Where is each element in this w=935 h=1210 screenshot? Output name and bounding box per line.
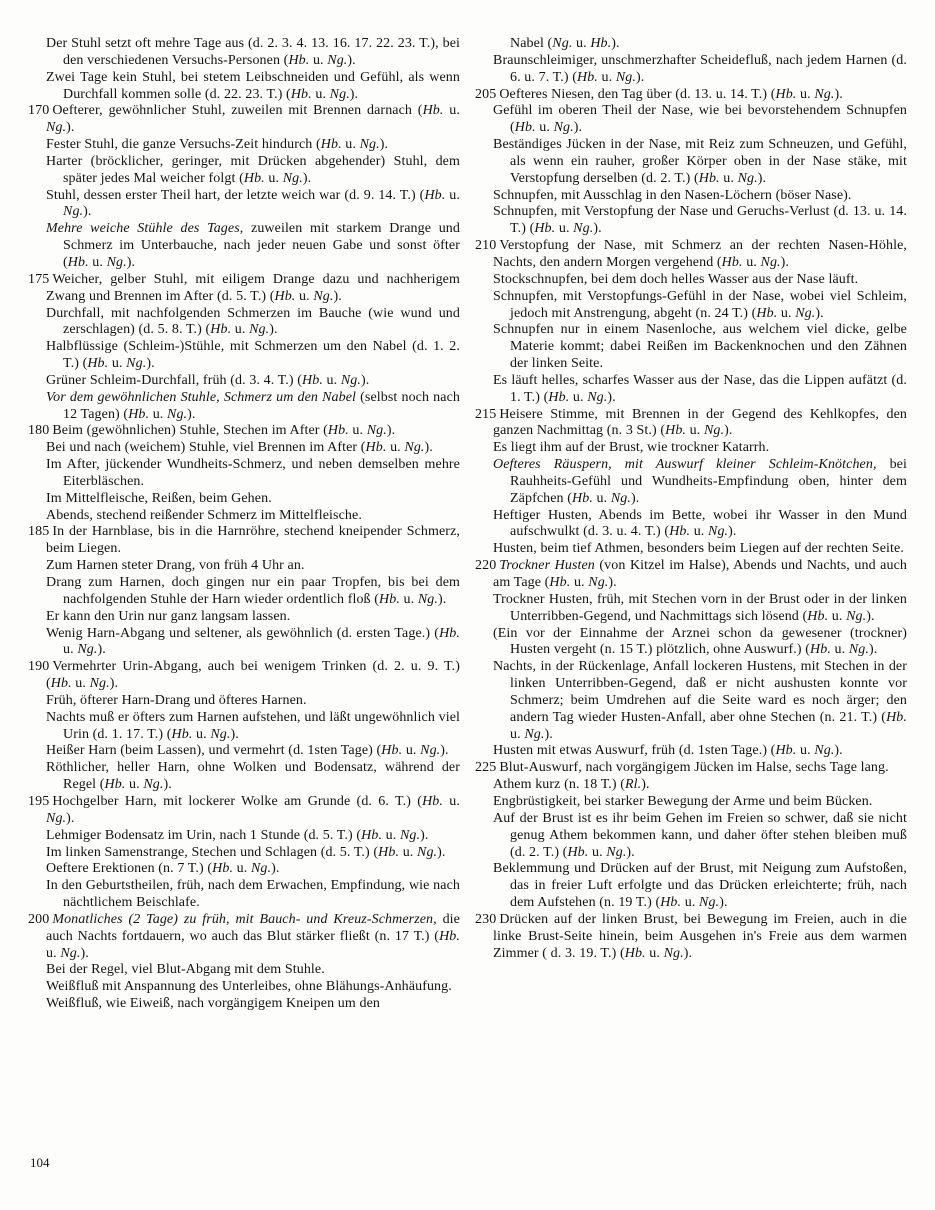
symptom-entry: Bei und nach (weichem) Stuhle, viel Brennen im After (Hb. u. Ng.). — [46, 440, 433, 456]
symptom-entry: Stockschnupfen, bei dem doch helles Wasser aus der Nase läuft. — [493, 271, 859, 287]
entry-number: 180 — [28, 423, 50, 439]
symptom-entry: Im linken Samenstrange, Stechen und Schlagen (d. 5. T.) (Hb. u. Ng.). — [46, 844, 446, 860]
symptom-entry: Durchfall, mit nachfolgenden Schmerzen im Bauche (wie wund und zerschlagen) (d. 5. 8. T.) (Hb. u. Ng.). — [46, 305, 460, 338]
symptom-entry: Athem kurz (n. 18 T.) (Rl.). — [493, 777, 650, 793]
symptom-entry: Nabel (Ng. u. Hb.). — [510, 36, 620, 51]
entry-number: 225 — [475, 760, 497, 776]
symptom-entry: Nachts muß er öfters zum Harnen aufstehen, und läßt ungewöhnlich viel Urin (d. 1. 17. T.) (Hb. u. Ng.). — [46, 709, 460, 742]
entry-number: 230 — [475, 911, 497, 927]
entry-number: 190 — [28, 659, 50, 675]
symptom-entry: 230 Drücken auf der linken Brust, bei Bewegung im Freien, auch in die linke Brust-Seite hinein, beim Ausgehen in's Freie aus dem warmen Zimmer ( d. 3. 19. T.) (Hb. u. Ng.). — [475, 911, 907, 961]
symptom-entry: Früh, öfterer Harn-Drang und öfteres Harnen. — [46, 692, 307, 708]
symptom-entry: Trockner Husten, früh, mit Stechen vorn in der Brust oder in der linken Unterribben-Gegend, und Nachmittags sich lösend (Hb. u. Ng.). — [493, 591, 907, 624]
symptom-entry: Es liegt ihm auf der Brust, wie trockner Katarrh. — [493, 440, 770, 456]
symptom-entry: Bei der Regel, viel Blut-Abgang mit dem Stuhle. — [46, 962, 325, 978]
symptom-entry: 210 Verstopfung der Nase, mit Schmerz an der rechten Nasen-Höhle, Nachts, den andern Morgen vergehend (Hb. u. Ng.). — [475, 238, 907, 270]
symptom-entry: 200 Monatliches (2 Tage) zu früh, mit Bauch- und Kreuz-Schmerzen, die auch Nachts fortdauern, wo auch das Blut stärker fließt (n. 17 T.) (Hb. u. Ng.). — [28, 911, 460, 961]
symptom-entry: Engbrüstigkeit, bei starker Bewegung der Arme und beim Bücken. — [493, 793, 873, 809]
symptom-entry: Harter (bröcklicher, geringer, mit Drücken abgehender) Stuhl, dem später jedes Mal weicher folgt (Hb. u. Ng.). — [46, 153, 460, 186]
symptom-entry: Gefühl im oberen Theil der Nase, wie bei bevorstehendem Schnupfen (Hb. u. Ng.). — [493, 103, 907, 136]
symptom-entry: Oeftere Erektionen (n. 7 T.) (Hb. u. Ng.). — [46, 861, 280, 877]
symptom-entry: Heftiger Husten, Abends im Bette, wobei ihr Wasser in den Mund aufschwulkt (d. 3. u. 4. T.) (Hb. u. Ng.). — [493, 507, 907, 540]
symptom-entry: Der Stuhl setzt oft mehre Tage aus (d. 2. 3. 4. 13. 16. 17. 22. 23. T.), bei den verschiedenen Versuchs-Personen (Hb. u. Ng.). — [46, 36, 460, 68]
symptom-entry: Beständiges Jücken in der Nase, mit Reiz zum Schneuzen, und Gefühl, als wenn ein rauher, großer Körper oben in der Nase stäke, mit Verstopfung derselben (d. 2. T.) (Hb. u. Ng.). — [493, 137, 907, 186]
symptom-entry: 205 Oefteres Niesen, den Tag über (d. 13. u. 14. T.) (Hb. u. Ng.). — [475, 86, 843, 102]
symptom-entry: Weißfluß mit Anspannung des Unterleibes, ohne Blähungs-Anhäufung. — [46, 979, 452, 995]
symptom-entry: Halbflüssige (Schleim-)Stühle, mit Schmerzen um den Nabel (d. 1. 2. T.) (Hb. u. Ng.). — [46, 339, 460, 372]
right-column — [475, 36, 907, 1013]
symptom-entry: Braunschleimiger, unschmerzhafter Scheidefluß, nach jedem Harnen (d. 6. u. 7. T.) (Hb. u. Ng.). — [493, 52, 907, 85]
symptom-entry: 190 Vermehrter Urin-Abgang, auch bei wenigem Trinken (d. 2. u. 9. T.) (Hb. u. Ng.). — [28, 659, 460, 692]
symptom-entry: Mehre weiche Stühle des Tages, zuweilen mit starkem Drange und Schmerz im Unterbauche, nach jeder neuen Gabe und sonst öfter (Hb. u. Ng.). — [46, 221, 460, 270]
entry-number: 175 — [28, 271, 50, 287]
symptom-entry: Oefteres Räuspern, mit Auswurf kleiner Schleim-Knötchen, bei Rauhheits-Gefühl und Wundheits-Empfindung oben, hinter dem Zäpfchen (Hb. u. Ng.). — [493, 457, 907, 506]
symptom-entry: 170 Oefterer, gewöhnlicher Stuhl, zuweilen mit Brennen darnach (Hb. u. Ng.). — [28, 103, 460, 136]
entry-number: 195 — [28, 793, 50, 809]
entry-number: 210 — [475, 238, 497, 254]
symptom-entry: Lehmiger Bodensatz im Urin, nach 1 Stunde (d. 5. T.) (Hb. u. Ng.). — [46, 827, 429, 843]
entry-number: 200 — [28, 911, 50, 927]
symptom-entry: Drang zum Harnen, doch gingen nur ein paar Tropfen, bis bei dem nachfolgenden Stuhle der Harn wieder ordentlich floß (Hb. u. Ng.). — [46, 575, 460, 607]
page-number: 104 — [30, 1155, 50, 1170]
symptom-entry: 225 Blut-Auswurf, nach vorgängigem Jücken im Halse, sechs Tage lang. — [475, 760, 889, 776]
symptom-entry: Husten mit etwas Auswurf, früh (d. 1sten Tage.) (Hb. u. Ng.). — [493, 743, 843, 759]
symptom-entry: Nachts, in der Rückenlage, Anfall lockeren Hustens, mit Stechen in der linken Unterribben-Gegend, daß er nicht aushusten konnte vor Schmerz; beim Umdrehen auf die Seite ward es noch ärger; den andern Tag wieder Husten-Anfall, aber ohne Stechen (n. 21. T.) (Hb. u. Ng.). — [493, 659, 907, 742]
symptom-entry: Grüner Schleim-Durchfall, früh (d. 3. 4. T.) (Hb. u. Ng.). — [46, 372, 370, 388]
symptom-entry: Wenig Harn-Abgang und seltener, als gewöhnlich (d. ersten Tage.) (Hb. u. Ng.). — [46, 625, 460, 658]
symptom-entry: Weißfluß, wie Eiweiß, nach vorgängigem Kneipen um den — [46, 996, 380, 1012]
entry-number: 170 — [28, 103, 50, 119]
symptom-entry: Vor dem gewöhnlichen Stuhle, Schmerz um den Nabel (selbst noch nach 12 Tagen) (Hb. u. Ng.). — [46, 389, 461, 422]
entry-number: 215 — [475, 406, 497, 422]
symptom-entry: Schnupfen, mit Ausschlag in den Nasen-Löchern (böser Nase). — [493, 187, 852, 203]
symptom-entry: Schnupfen, mit Verstopfung der Nase und Geruchs-Verlust (d. 13. u. 14. T.) (Hb. u. Ng.). — [493, 204, 907, 237]
symptom-entry: Abends, stechend reißender Schmerz im Mittelfleische. — [46, 507, 362, 523]
symptom-entry: Im Mittelfleische, Reißen, beim Gehen. — [46, 490, 272, 506]
symptom-entry: Beklemmung und Drücken auf der Brust, mit Neigung zum Aufstoßen, das in freier Luft erfolgte und das Drücken erleichterte; früh, nach dem Aufstehen (n. 19 T.) (Hb. u. Ng.). — [493, 861, 907, 911]
symptom-entry: 215 Heisere Stimme, mit Brennen in der Gegend des Kehlkopfes, den ganzen Nachmittag (n. 3 St.) (Hb. u. Ng.). — [475, 406, 907, 439]
symptom-entry: 180 Beim (gewöhnlichen) Stuhle, Stechen im After (Hb. u. Ng.). — [28, 423, 396, 439]
symptom-entry: 175 Weicher, gelber Stuhl, mit eiligem Drange dazu und nachherigem Zwang und Brennen im After (d. 5. T.) (Hb. u. Ng.). — [28, 271, 460, 304]
symptom-entry: Es läuft helles, scharfes Wasser aus der Nase, das die Lippen aufätzt (d. 1. T.) (Hb. u. Ng.). — [493, 372, 907, 405]
text-columns — [28, 36, 907, 1013]
symptom-entry: Auf der Brust ist es ihr beim Gehen im Freien so schwer, daß sie nicht genug Athem bekommen kann, und daher öfter stehen bleiben muß (d. 2. T.) (Hb. u. Ng.). — [493, 810, 907, 860]
symptom-entry: Röthlicher, heller Harn, ohne Wolken und Bodensatz, während der Regel (Hb. u. Ng.). — [46, 760, 460, 793]
symptom-entry: Heißer Harn (beim Lassen), und vermehrt (d. 1sten Tage) (Hb. u. Ng.). — [46, 743, 449, 759]
symptom-entry: Schnupfen nur in einem Nasenloche, aus welchem viel dicke, gelbe Materie kommt; dabei Reißen im Backenknochen und den Zähnen der linken Seite. — [493, 322, 907, 372]
entry-number: 220 — [475, 558, 497, 574]
entry-number: 185 — [28, 524, 50, 540]
left-column — [28, 36, 460, 1013]
symptom-entry: 220 Trockner Husten (von Kitzel im Halse), Abends und Nachts, und auch am Tage (Hb. u. Ng.). — [475, 558, 907, 590]
symptom-entry: (Ein vor der Einnahme der Arznei schon da gewesener (trockner) Husten vergeht (n. 15 T.) plötzlich, ohne Auswurf.) (Hb. u. Ng.). — [493, 625, 907, 658]
entry-number: 205 — [475, 86, 497, 102]
symptom-entry: Er kann den Urin nur ganz langsam lassen. — [46, 608, 291, 624]
symptom-entry: Stuhl, dessen erster Theil hart, der letzte weich war (d. 9. 14. T.) (Hb. u. Ng.). — [46, 187, 460, 220]
symptom-entry: Husten, beim tief Athmen, besonders beim Liegen auf der rechten Seite. — [493, 541, 904, 557]
symptom-entry: In den Geburtstheilen, früh, nach dem Erwachen, Empfindung, wie nach nächtlichem Beischlafe. — [46, 878, 460, 911]
symptom-entry: Im After, jückender Wundheits-Schmerz, und neben demselben mehre Eiterbläschen. — [46, 457, 460, 489]
symptom-entry: Fester Stuhl, die ganze Versuchs-Zeit hindurch (Hb. u. Ng.). — [46, 137, 389, 153]
symptom-entry: 185 In der Harnblase, bis in die Harnröhre, stechend kneipender Schmerz, beim Liegen. — [28, 524, 460, 557]
symptom-entry: Zwei Tage kein Stuhl, bei stetem Leibschneiden und Gefühl, als wenn Durchfall kommen solle (d. 22. 23. T.) (Hb. u. Ng.). — [46, 69, 460, 102]
symptom-entry: Schnupfen, mit Verstopfungs-Gefühl in der Nase, wobei viel Schleim, jedoch mit Anstrengung, abgeht (n. 24 T.) (Hb. u. Ng.). — [493, 288, 907, 321]
symptom-entry: Zum Harnen steter Drang, von früh 4 Uhr an. — [46, 558, 305, 574]
symptom-entry: 195 Hochgelber Harn, mit lockerer Wolke am Grunde (d. 6. T.) (Hb. u. Ng.). — [28, 793, 460, 826]
